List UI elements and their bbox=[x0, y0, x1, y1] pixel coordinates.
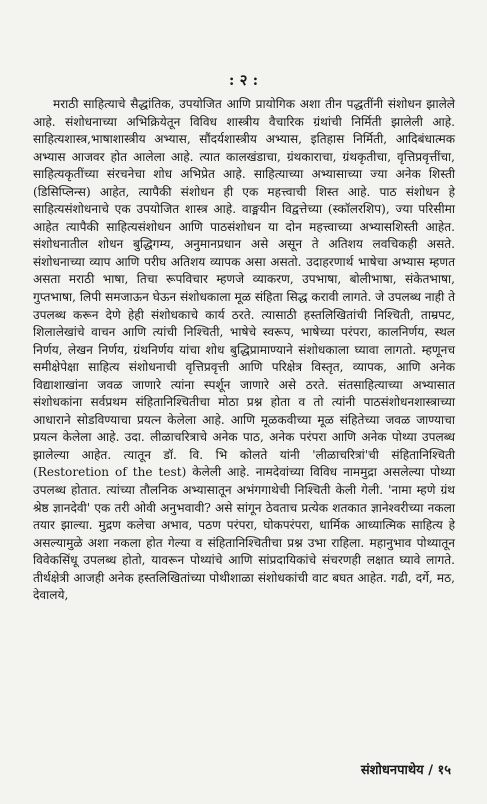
page-footer: संशोधनपाथेय / १५ bbox=[360, 763, 451, 778]
body-paragraph: मराठी साहित्याचे सैद्धांतिक, उपयोजित आणि प्रायोगिक अशा तीन पद्धतींनी संशोधन झालेले आहे. संशोधनाच्या अभिक्रियेतून विविध शास्त्रीय वैचारिक ग्रंथांची निर्मिती झालेली आहे. साहित्यशास्त्र,भाषाशास्त्रीय अभ्यास, सौंदर्यशास्त्रीय अभ्यास, इतिहास निर्मिती, आदिबंधात्मक अभ्यास आजवर होत आलेला आहे. त्यात कालखंडाचा, ग्रंथकाराचा, ग्रंथकृतीचा, वृत्तिप्रवृत्तींचा, साहित्यकृतींच्या संरचनेचा शोध अभिप्रेत आहे. साहित्याच्या अभ्यासाच्या ज्या अनेक शिस्ती (डिसिप्लिन्स) आहेत, त्यापैकी संशोधन ही एक महत्त्वाची शिस्त आहे. पाठ संशोधन हे साहित्यसंशोधनाचे एक उपयोजित शास्त्र आहे. वाङ्मयीन विद्वत्तेच्या (स्कॉलरशिप), ज्या परिसीमा आहेत त्यापैकी साहित्यसंशोधन आणि पाठसंशोधन या दोन महत्त्वाच्या अभ्यासशिस्ती आहेत. संशोधनातील शोधन बुद्धिगम्य, अनुमानप्रधान असे असून ते अतिशय लवचिकही असते. संशोधनाच्या व्याप आणि परीघ अतिशय व्यापक असा असतो. उदाहरणार्थ भाषेचा अभ्यास म्हणत असता मराठी भाषा, तिचा रूपविचार म्हणजे व्याकरण, उपभाषा, बोलीभाषा, संकेतभाषा, गुप्तभाषा, लिपी समजाऊन घेऊन संशोधकाला मूळ संहिता सिद्ध करावी लागते. जे उपलब्ध नाही ते उपलब्ध करून देणे हेही संशोधकाचे कार्य ठरते. त्यासाठी हस्तलिखितांची निश्चिती, ताम्रपट, शिलालेखांचे वाचन आणि त्यांची निश्चिती, भाषेचे स्वरूप, भाषेच्या परंपरा, कालनिर्णय, स्थल निर्णय, लेखन निर्णय, ग्रंथनिर्णय यांचा शोध बुद्धिप्रामाण्याने संशोधकाला घ्यावा लागतो. म्हणूनच समीक्षेपेक्षा साहित्य संशोधनाची वृत्तिप्रवृत्ती आणि परिक्षेत्र विस्तृत, व्यापक, आणि अनेक विद्याशाखांना जवळ जाणारे त्यांना स्पर्शून जाणारे असे ठरते. संतसाहित्याच्या अभ्यासात संशोधकांना सर्वप्रथम संहितानिश्चितीचा मोठा प्रश्न होता व तो त्यांनी पाठसंशोधनशास्त्राच्या आधाराने सोडविण्याचा प्रयत्न केलेला आहे. आणि मूळकवीच्या मूळ संहितेच्या जवळ जाण्याचा प्रयत्न केलेला आहे. उदा. लीळाचरित्राचे अनेक पाठ, अनेक परंपरा आणि अनेक पोथ्या उपलब्ध झालेल्या आहेत. त्यातून डॉ. वि. भि कोलते यांनी 'लीळाचरित्रां'ची संहितानिश्चिती (Restoretion of the test) केलेली आहे. नामदेवांच्या विविध नाममुद्रा असलेल्या पोथ्या उपलब्ध होतात. त्यांच्या तौलनिक अभ्यासातून अभंगगाथेची निश्चिती केली गेली. 'नामा म्हणे ग्रंथ श्रेष्ठ ज्ञानदेवी' एक तरी ओवी अनुभवावी? असे सांगून ठेवताच प्रत्येक शतकात ज्ञानेश्वरीच्या नकला तयार झाल्या. मुद्रण कलेचा अभाव, पठण परंपरा, घोकपरंपरा, धार्मिक आध्यात्मिक साहित्य हे असल्यामुळे अशा नकला होत गेल्या व संहितानिश्चितीचा प्रश्न उभा राहिला. महानुभाव पोथ्यातून विवेकसिंधू उपलब्ध होतो, यावरून पोथ्यांचे आणि सांप्रदायिकांचे संचरणही लक्षात घ्यावे लागते. तीर्थक्षेत्री आजही अनेक हस्तलिखितांच्या पोथीशाळा संशोधकांची वाट बघत आहेत. गढी, दर्गे, मठ, देवालये, bbox=[33, 97, 455, 603]
section-page-number: : २ : bbox=[228, 71, 259, 89]
